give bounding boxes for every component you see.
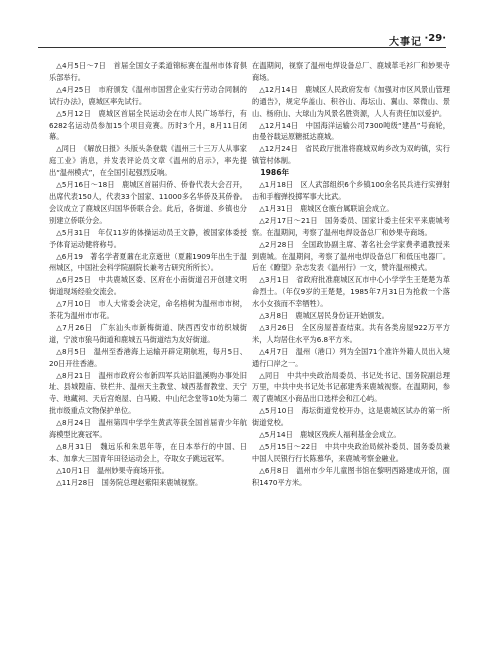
chronicle-entry: △1月18日 区人武部组织6个乡镇100余名民兵进行实弹射击和手榴弹投掷军事大比武。 <box>252 180 450 201</box>
chronicle-entry: △1月31日 鹿城区仓廒台属联谊会成立。 <box>259 203 394 213</box>
chronicle-entry: △8月21日 温州市政府公布新四军兵站旧温溪购办事处旧址、县城隍庙、铁栏井、温州天主教堂、城西基督教堂、天宁寺、地藏祠、天后宫炮屋、白马殿、中山纪念堂等10处为第二批市级重点文物保护单位。 <box>49 370 247 416</box>
chronicle-entry: △5月10日 海坛街道党校开办，这是鹿城区试办的第一所街道党校。 <box>252 406 450 428</box>
chronicle-entry: △5月14日 鹿城区残疾人福利基金会成立。 <box>259 430 401 440</box>
left-column <box>49 60 247 489</box>
chronicle-entry: △7月26日 广东汕头市新梅街道、陕西西安市纺织城街道，宁波市狼马街道和鹿城五马街道结为友好街道。 <box>49 322 247 344</box>
year-heading: 1986年 <box>260 168 290 178</box>
page-header <box>0 0 480 52</box>
chronicle-entry: △5月16日～18日 鹿城区首届归侨、侨眷代表大会召开，出席代表150人，代表33个国家、11000多名华侨及其侨眷。会议成立了鹿城区归国华侨联合会。此后，各街道、乡镇也分别建立侨联分会。 <box>49 180 247 225</box>
chronicle-entry: △6月25日 中共鹿城区委、区府在小南街道召开创建文明街道现场经验交流会。 <box>49 275 247 297</box>
chronicle-entry: △11月28日 国务院总理赵紫阳来鹿城视察。 <box>56 477 203 487</box>
right-column <box>252 60 450 489</box>
chronicle-entry: △7月10日 市人大常委会决定，命名榕树为温州市市树，茶花为温州市市花。 <box>49 299 247 321</box>
chronicle-entry: △3月26日 全区房屋普查结束。共有各类房屋922万平方米，人均居住水平为6.8平方米。 <box>252 322 450 344</box>
running-header-title: 大事记 <box>389 37 422 48</box>
chronicle-entry: △12月24日 省民政厅批准将鹿城双屿乡改为双屿镇，实行镇管村体制。 <box>252 144 450 166</box>
chronicle-entry: △同日 《解放日报》头版头条登载《温州三十三万人从事家庭工业》消息，并发表评论员文章《温州的启示》，率先提出“温州模式”，在全国引起强烈反响。 <box>49 144 247 178</box>
chronicle-entry: △3月8日 鹿城区居民身份证开始颁发。 <box>259 311 389 321</box>
chronicle-entry: △8月31日 魏远乐和朱思年等，在日本举行的中国、日本、加拿大三国青年田径运动会上，夺取女子跳远冠军。 <box>49 442 247 463</box>
chronicle-entry: △4月7日 温州（港口）列为全国71个准许外籍人员出入境通行口岸之一。 <box>252 346 450 368</box>
chronicle-entry: △2月17日～21日 国务委员、国家计委主任宋平来鹿城考察。在温期间，考察了温州电焊设备总厂和妙果寺商场。 <box>252 215 450 237</box>
chronicle-entry: △6月8日 温州市少年儿童图书馆在黎明西路建成开馆，面积1470平方米。 <box>252 465 450 487</box>
chronicle-entry: △5月12日 鹿城区首届全民运动会在市人民广场举行，有6282名运动员参加15个项目竞赛。历时3个月，8月11日闭幕。 <box>49 108 247 142</box>
chronicle-entry: △6月19 著名学者夏鼐在北京逝世（夏鼐1909年出生于温州城区，中国社会科学院副院长兼考古研究所所长）。 <box>49 251 247 273</box>
chronicle-entry: △10月1日 温州妙果寺商场开张。 <box>56 465 169 475</box>
header-rule <box>38 47 446 48</box>
page-number: ·29· <box>424 33 446 44</box>
chronicle-entry-continued: 在温期间，视察了温州电焊设备总厂、鹿城革毛衫厂和妙果寺商场。 <box>252 61 450 82</box>
chronicle-entry: △4月25日 市府颁发《温州市国营企业实行劳动合同制的试行办法》，鹿城区率先试行。 <box>49 84 247 106</box>
chronicle-entry: △2月28日 全国政协副主席、著名社会学家费孝通教授来到鹿城。在温期间，考察了温州电焊设备总厂和低压电器厂。后在《瞭望》杂志发表《温州行》一文，赞许温州模式。 <box>252 239 450 273</box>
chronicle-entry: △3月1日 省政府批准鹿城区瓦市中心小学学生王楚楚为革命烈士。（年仅9岁的王楚楚，1985年7月31日为抢救一个落水小女孩而不幸牺牲）。 <box>252 275 450 309</box>
chronicle-entry: △4月5日～7日 首届全国女子柔道锦标赛在温州市体育俱乐部举行。 <box>49 61 247 82</box>
chronicle-entry: △8月5日 温州至香港海上运输开辟定期航班，每月5日、20日开往香港。 <box>49 346 247 368</box>
chronicle-entry: △12月14日 中国海洋运输公司7300吨级“建昌”号商轮，由曼谷载运原糖抵达鹿城。 <box>252 120 450 142</box>
chronicle-entry: △12月14日 鹿城区人民政府发布《加强对市区风景山管理的通告》，规定华盖山、积谷山、海坛山、翼山、翠微山、景山、杨府山、大球山为风景名胜资源，人人有责任加以爱护。 <box>252 84 450 118</box>
chronicle-entry: △同日 中共中央政治局委员、书记处书记、国务院副总理万里，中共中央书记处书记郝建秀来鹿城视察。在温期间，参观了鹿城区小商品出口选样会和江心屿。 <box>252 370 450 404</box>
chronicle-entry: △5月31日 年仅11岁的体操运动员王文静，被国家体委授予体育运动健将称号。 <box>49 227 247 249</box>
chronicle-entry: △5月15日～22日 中共中央政治局候补委员、国务委员兼中国人民银行行长陈慕华，来鹿城考察金融业。 <box>252 442 450 463</box>
chronicle-entry: △8月24日 温州第四中学学生黄武等获全国首届青少年航海模型比赛冠军。 <box>49 418 247 440</box>
